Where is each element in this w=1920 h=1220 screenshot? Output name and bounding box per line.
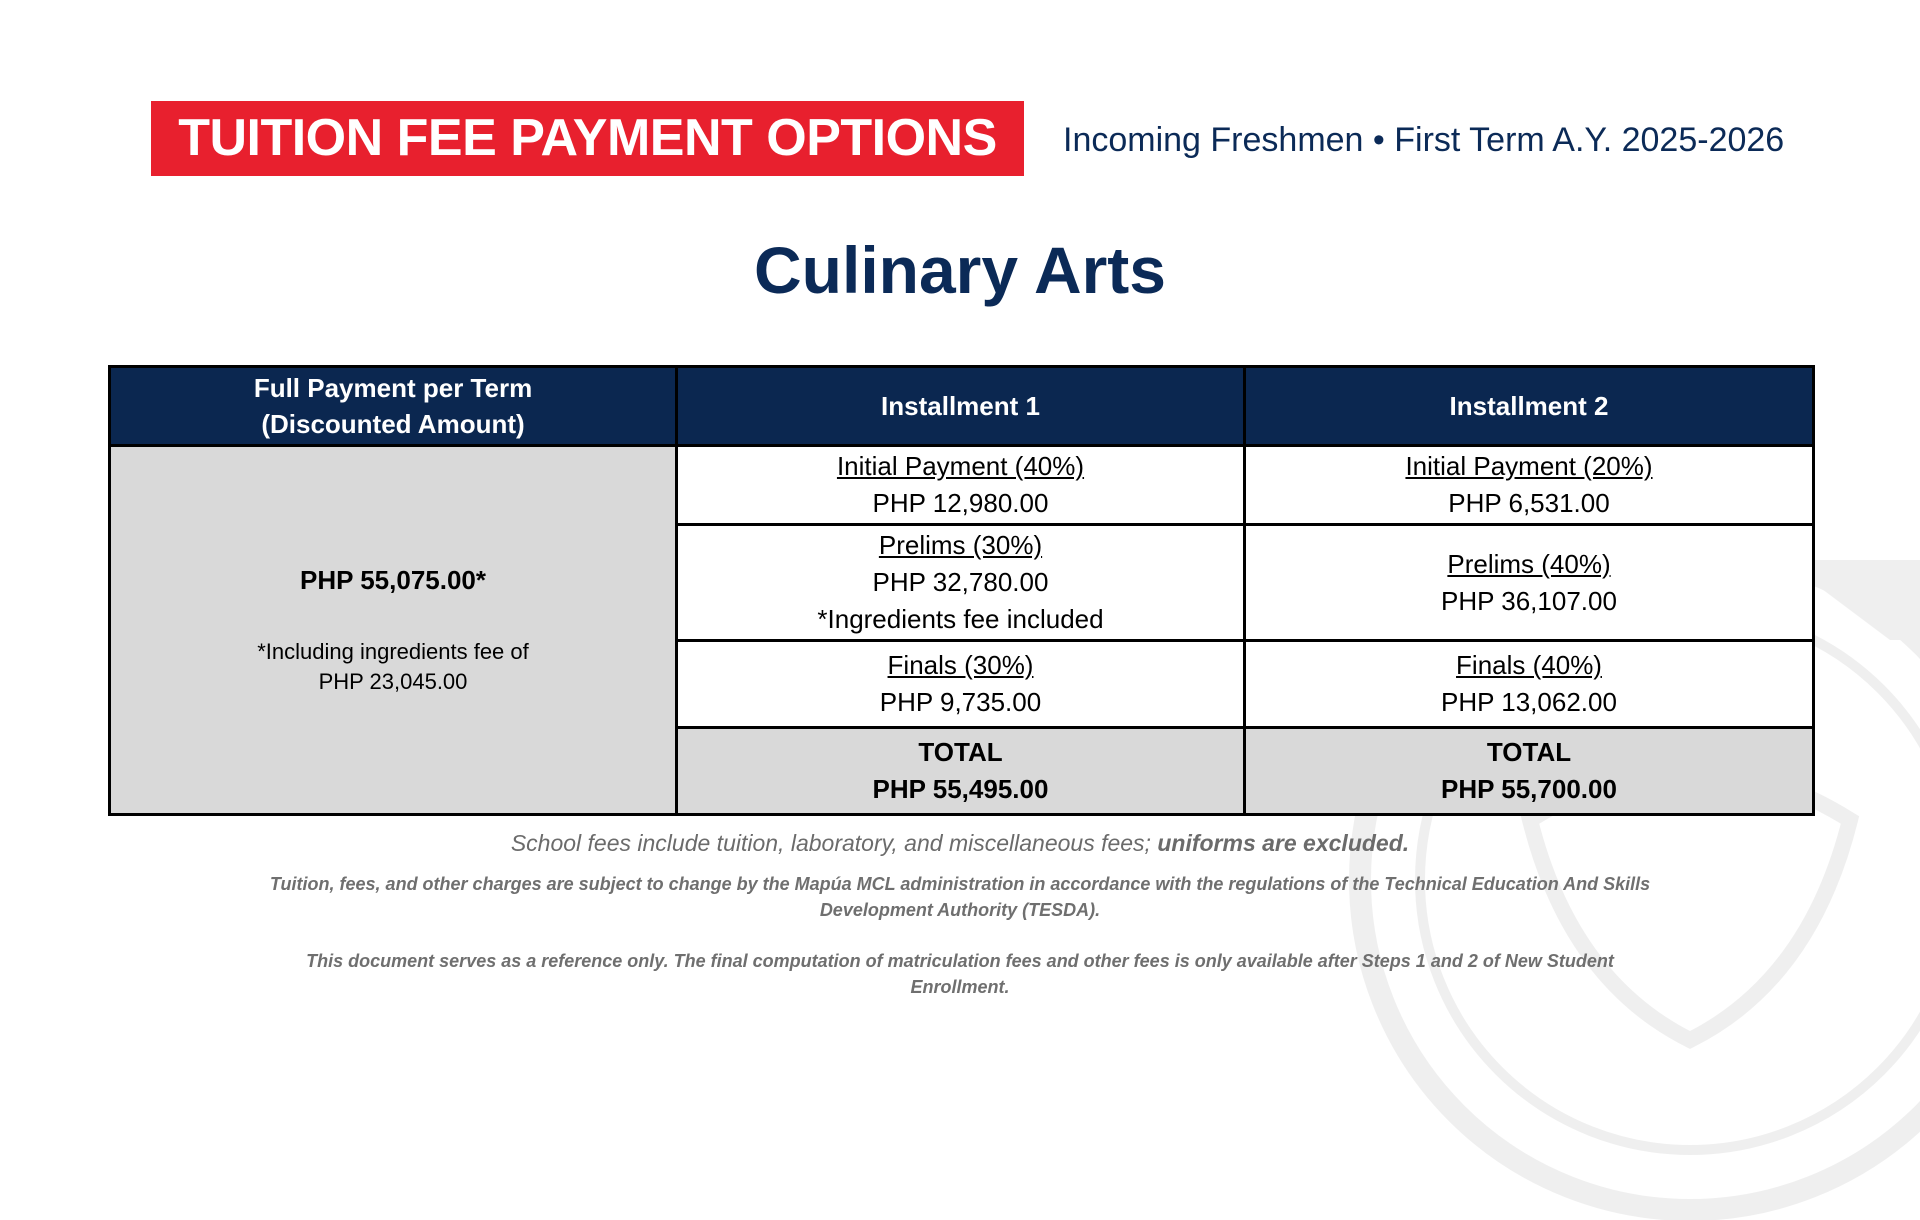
header-installment-2: Installment 2 — [1245, 367, 1814, 446]
table-row-initial — [110, 446, 1814, 525]
inst1-prelims-label: Prelims (30%) — [878, 530, 1043, 560]
header-full-payment — [110, 367, 677, 446]
full-payment-note-line1: *Including ingredients fee of — [257, 639, 529, 664]
table-header-row — [110, 367, 1814, 446]
inst1-prelims-amount: PHP 32,780.00 — [872, 567, 1049, 597]
inst1-initial-amount: PHP 12,980.00 — [872, 488, 1049, 518]
inst1-finals-label: Finals (30%) — [887, 650, 1034, 680]
inst2-initial-amount: PHP 6,531.00 — [1448, 488, 1610, 518]
header-installment-1: Installment 1 — [677, 367, 1245, 446]
inst2-finals-amount: PHP 13,062.00 — [1441, 687, 1617, 717]
full-payment-note-line2: PHP 23,045.00 — [318, 669, 468, 694]
full-payment-note — [117, 637, 669, 697]
inst1-total-label: TOTAL — [918, 737, 1003, 767]
page-banner-title: TUITION FEE PAYMENT OPTIONS — [151, 101, 1024, 176]
inst1-finals-amount: PHP 9,735.00 — [879, 687, 1042, 717]
inst1-prelims-cell — [677, 525, 1245, 641]
term-subtitle: Incoming Freshmen • First Term A.Y. 2025-2026 — [1063, 121, 1785, 159]
program-title: Culinary Arts — [754, 233, 1166, 307]
inst2-prelims-cell — [1245, 525, 1814, 641]
inst2-total-label: TOTAL — [1486, 737, 1572, 767]
reference-only-note: This document serves as a reference only. The final computation of matriculation fees and other fees is only available after Steps 1 and 2 of New Student Enrollment. — [306, 951, 1614, 997]
inst2-initial-label: Initial Payment (20%) — [1405, 451, 1653, 481]
inst2-prelims-amount: PHP 36,107.00 — [1441, 585, 1617, 616]
inst2-finals-label: Finals (40%) — [1456, 650, 1602, 680]
inst1-initial-label: Initial Payment (40%) — [836, 451, 1085, 481]
payment-options-table — [108, 365, 1815, 816]
fees-included-text: School fees include tuition, laboratory, and miscellaneous fees; — [510, 830, 1151, 856]
inst2-total-amount: PHP 55,700.00 — [1441, 774, 1617, 804]
fees-inclusion-note — [0, 828, 1920, 858]
header-full-payment-line2: (Discounted Amount) — [261, 409, 525, 439]
inst1-prelims-note: *Ingredients fee included — [817, 604, 1104, 634]
fees-excluded-text: uniforms are excluded. — [1157, 830, 1410, 856]
inst1-finals-cell — [677, 641, 1245, 728]
inst2-total-cell — [1245, 728, 1814, 815]
inst1-initial-cell — [677, 446, 1245, 525]
subject-to-change-note: Tuition, fees, and other charges are subject to change by the Mapúa MCL administration in accordance with the regulations of the Technical Education And Skills Development Authority (TESDA). — [269, 874, 1651, 920]
header-full-payment-line1: Full Payment per Term — [253, 373, 533, 403]
inst2-prelims-label: Prelims (40%) — [1447, 548, 1611, 579]
full-payment-amount: PHP 55,075.00* — [300, 565, 486, 595]
inst1-total-amount: PHP 55,495.00 — [872, 774, 1049, 804]
inst2-initial-cell — [1245, 446, 1814, 525]
inst2-finals-cell — [1245, 641, 1814, 728]
inst1-total-cell — [677, 728, 1245, 815]
full-payment-cell — [110, 446, 677, 815]
